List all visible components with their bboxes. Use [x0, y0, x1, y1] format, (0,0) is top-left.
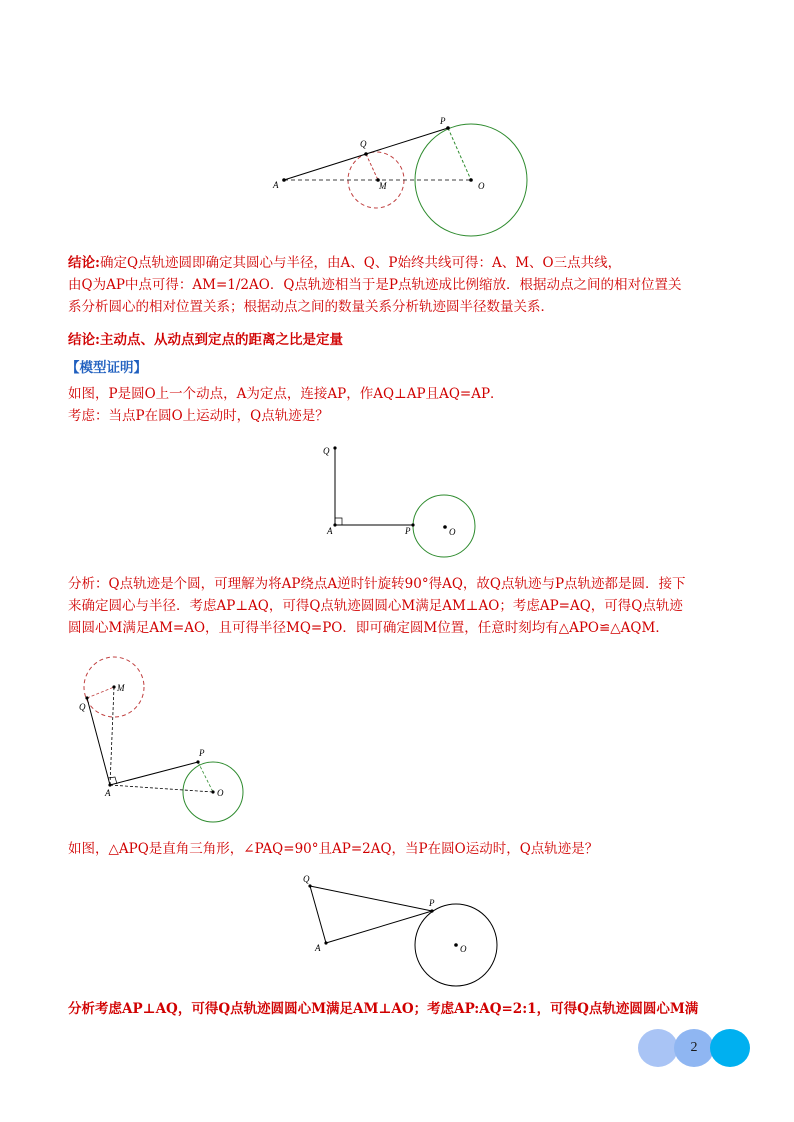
- conclusion-1: [68, 252, 738, 318]
- segment-aq: [87, 698, 110, 785]
- figure-1: [270, 110, 540, 240]
- conclusion-1-label: 结论:: [68, 255, 100, 271]
- label-q: Q: [303, 874, 310, 884]
- point-p: [446, 126, 450, 130]
- analysis-1-line-1: 分析：Q点轨迹是个圆，可理解为将AP绕点A逆时针旋转90°得AQ，故Q点轨迹与P点轨迹都是圆．接下: [68, 576, 686, 592]
- label-o: O: [217, 788, 224, 798]
- label-a: A: [327, 526, 333, 536]
- segment-qp: [310, 886, 432, 911]
- point-m: [112, 685, 115, 688]
- point-a: [108, 783, 111, 786]
- point-a: [282, 178, 286, 182]
- segment-po-dashed: [198, 762, 213, 792]
- label-q: Q: [360, 139, 367, 149]
- point-o: [454, 943, 458, 947]
- analysis-1-line-3: 圆圆心M满足AM=AO，且可得半径MQ=PO．即可确定圆M位置，任意时刻均有△APO≌△AQM．: [68, 620, 669, 636]
- point-o: [211, 790, 214, 793]
- point-q: [308, 884, 311, 887]
- segment-am-dashed: [110, 687, 114, 785]
- conclusion-1-line-2: 由Q为AP中点可得：AM=1/2AO．Q点轨迹相当于是P点轨迹成比例缩放．根据动点之间的相对位置关: [68, 277, 682, 293]
- label-p: P: [440, 116, 446, 126]
- label-a: A: [315, 943, 321, 953]
- label-o: O: [460, 944, 467, 954]
- point-p: [411, 523, 414, 526]
- analysis-1: [68, 573, 738, 639]
- point-p: [196, 760, 199, 763]
- point-o: [469, 178, 473, 182]
- conclusion-1-line-3: 系分析圆心的相对位置关系；根据动点之间的数量关系分析轨迹圆半径数量关系．: [68, 299, 554, 315]
- label-a: A: [273, 180, 279, 190]
- analysis-1-line-2: 来确定圆心与半径．考虑AP⊥AQ，可得Q点轨迹圆圆心M满足AM⊥AO；考虑AP=AQ，可得Q点轨迹: [68, 598, 683, 614]
- analysis-2: 分析考虑AP⊥AQ，可得Q点轨迹圆圆心M满足AM⊥AO；考虑AP:AQ=2:1，可得Q点轨迹圆圆心M满: [68, 1001, 699, 1017]
- label-q: Q: [79, 702, 86, 712]
- point-p: [430, 909, 433, 912]
- segment-qm-dashed: [366, 154, 378, 180]
- problem-1-line-1: 如图，P是圆O上一个动点，A为定点，连接AP，作AQ⊥AP且AQ=AP．: [68, 386, 504, 402]
- conclusion-2-heading: 结论:主动点、从动点到定点的距离之比是定量: [68, 332, 343, 348]
- label-o: O: [478, 181, 485, 191]
- segment-qm-dashed: [87, 687, 114, 698]
- conclusion-1-line-1: 结论:确定Q点轨迹圆即确定其圆心与半径，由A、Q、P始终共线可得：A、M、O三点共线，: [68, 255, 622, 271]
- point-q: [85, 696, 88, 699]
- figure-3-svg: [70, 650, 260, 820]
- proof-heading: 【模型证明】: [66, 360, 147, 376]
- point-a: [333, 523, 336, 526]
- point-o: [443, 525, 447, 529]
- label-p: P: [429, 898, 435, 908]
- label-m: M: [379, 181, 387, 191]
- segment-qa: [310, 886, 326, 943]
- segment-ap: [326, 911, 432, 943]
- figure-4-svg: [298, 868, 538, 993]
- problem-2: 如图，△APQ是直角三角形，∠PAQ=90°且AP=2AQ，当P在圆O运动时，Q点轨迹是？: [68, 841, 599, 857]
- label-m: M: [117, 683, 125, 693]
- figure-1-svg: [270, 110, 540, 240]
- problem-1: [68, 383, 738, 427]
- segment-ao-dashed: [110, 785, 213, 792]
- figure-4: [298, 868, 538, 993]
- problem-1-line-2: 考虑：当点P在圆O上运动时，Q点轨迹是？: [68, 408, 329, 424]
- label-p: P: [199, 748, 205, 758]
- figure-2: [318, 440, 488, 565]
- figure-3: [70, 650, 260, 820]
- label-a: A: [105, 788, 111, 798]
- point-a: [324, 941, 327, 944]
- point-q: [364, 152, 368, 156]
- point-q: [333, 446, 336, 449]
- label-o: O: [449, 527, 456, 537]
- label-q: Q: [323, 446, 330, 456]
- page-number-badge: [638, 1029, 750, 1067]
- segment-po-dashed: [448, 128, 471, 180]
- page-number: 2: [690, 1040, 698, 1055]
- label-p: P: [405, 526, 411, 536]
- badge-circle-right: [710, 1029, 750, 1067]
- figure-2-svg: [318, 440, 488, 565]
- badge-circle-left: [638, 1029, 678, 1067]
